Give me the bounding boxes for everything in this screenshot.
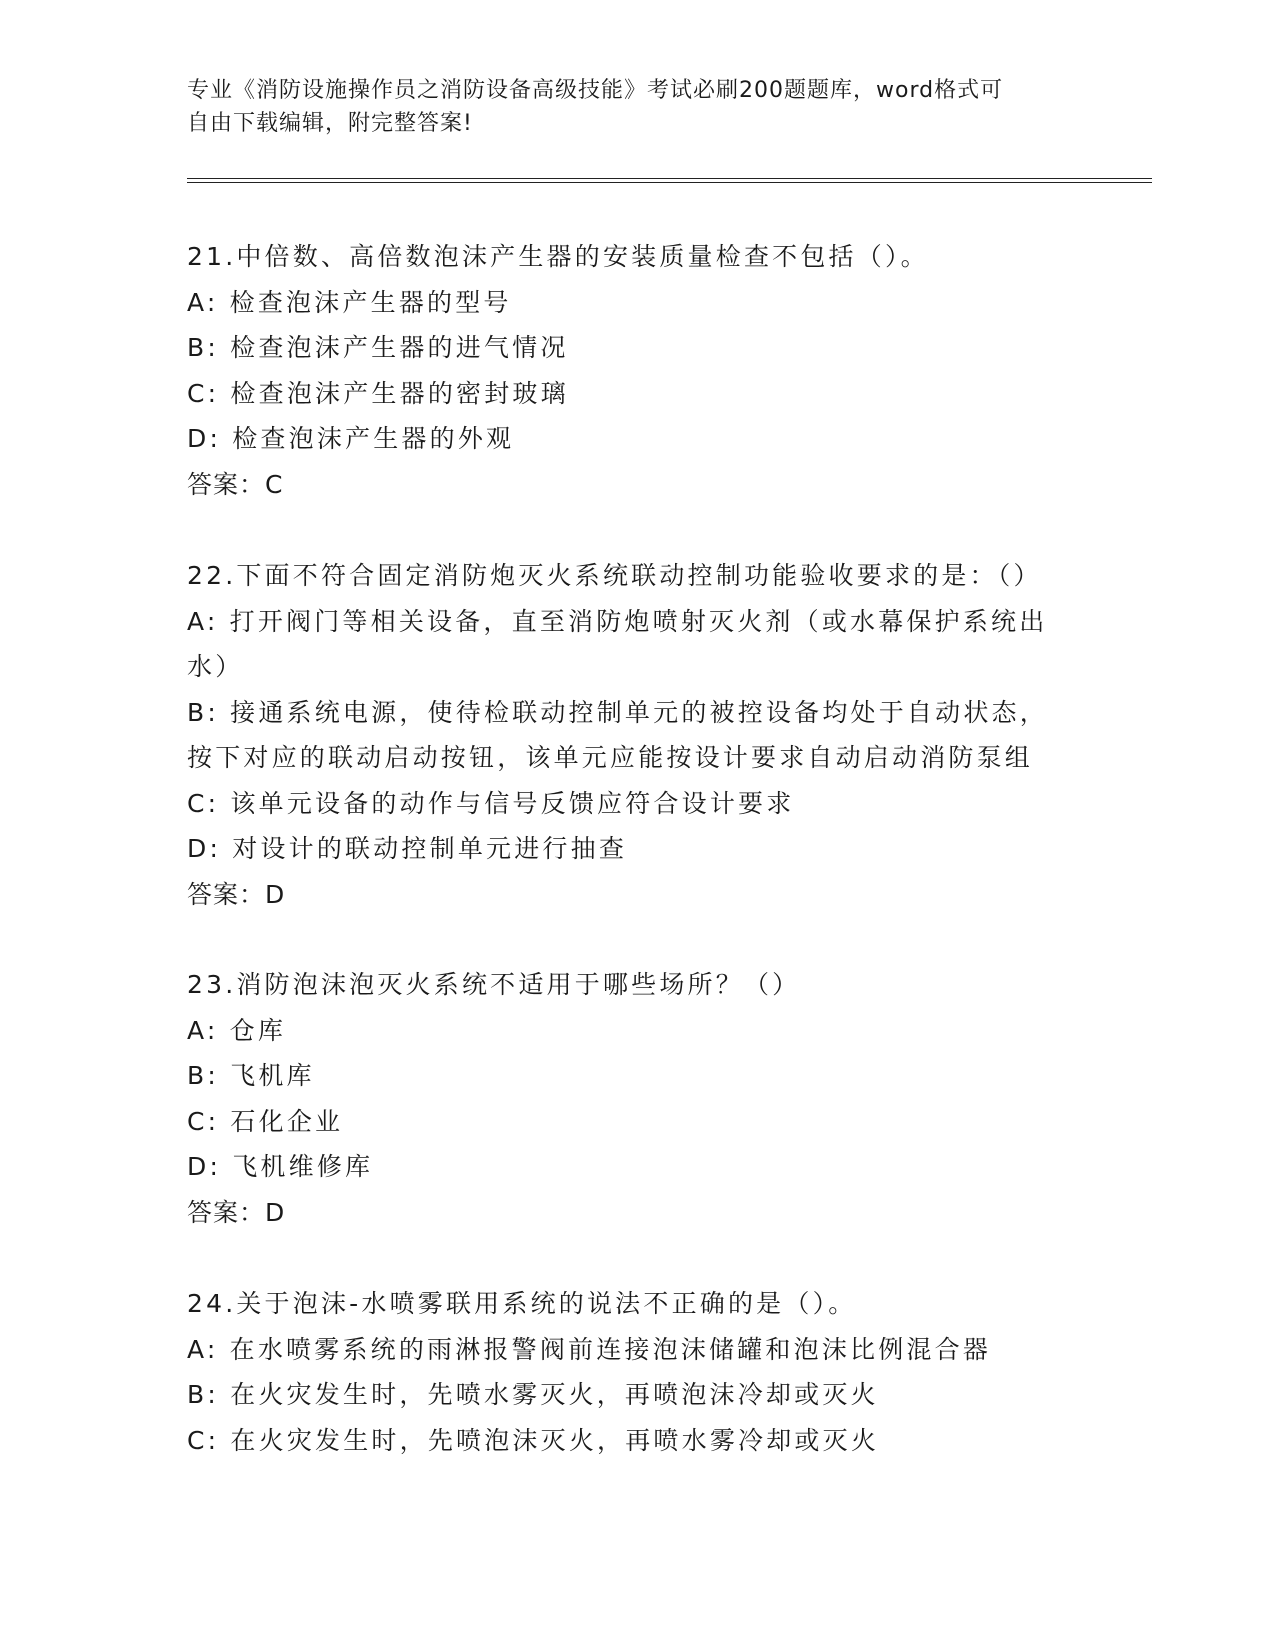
option-b: B: 接通系统电源，使待检联动控制单元的被控设备均处于自动状态，	[187, 697, 1048, 727]
answer-text: 答案：C	[187, 469, 284, 499]
option-d: D: 检查泡沫产生器的外观	[187, 424, 515, 453]
option-a: A: 在水喷雾系统的雨淋报警阀前连接泡沫储罐和泡沫比例混合器	[187, 1334, 992, 1364]
option-c: C: 检查泡沫产生器的密封玻璃	[187, 378, 569, 408]
option-a-continued: 水）	[187, 652, 244, 681]
option-d: D: 飞机维修库	[187, 1152, 374, 1181]
question-stem: 23.消防泡沫泡灭火系统不适用于哪些场所？（）	[187, 970, 801, 999]
question-22	[187, 553, 1087, 917]
option-d: D: 对设计的联动控制单元进行抽查	[187, 834, 628, 863]
option-b: B: 飞机库	[187, 1061, 315, 1090]
option-c: C: 在火灾发生时，先喷泡沫灭火，再喷水雾冷却或灭火	[187, 1425, 880, 1455]
document-header	[187, 74, 1067, 140]
option-b: B: 在火灾发生时，先喷水雾灭火，再喷泡沫冷却或灭火	[187, 1380, 879, 1409]
answer-text: 答案：D	[187, 1197, 286, 1227]
question-24	[187, 1281, 1087, 1463]
header-line-1: 专业《消防设施操作员之消防设备高级技能》考试必刷200题题库，word格式可	[187, 78, 1004, 103]
option-a: A: 仓库	[187, 1015, 287, 1045]
header-line-2: 自由下载编辑，附完整答案!	[187, 111, 473, 136]
header-divider-top	[187, 178, 1152, 179]
header-divider-bottom	[187, 182, 1152, 183]
option-a: A: 打开阀门等相关设备，直至消防炮喷射灭火剂（或水幕保护系统出	[187, 606, 1048, 636]
option-c: C: 该单元设备的动作与信号反馈应符合设计要求	[187, 788, 795, 818]
question-stem: 22.下面不符合固定消防炮灭火系统联动控制功能验收要求的是：（）	[187, 561, 1042, 590]
question-stem: 24.关于泡沫-水喷雾联用系统的说法不正确的是（）。	[187, 1289, 857, 1318]
question-21	[187, 234, 1087, 507]
option-c: C: 石化企业	[187, 1106, 344, 1136]
option-a: A: 检查泡沫产生器的型号	[187, 287, 512, 317]
question-stem: 21.中倍数、高倍数泡沫产生器的安装质量检查不包括（）。	[187, 242, 929, 271]
question-23	[187, 962, 1087, 1235]
answer-text: 答案：D	[187, 879, 286, 909]
option-b: B: 检查泡沫产生器的进气情况	[187, 333, 569, 362]
option-b-continued: 按下对应的联动启动按钮，该单元应能按设计要求自动启动消防泵组	[187, 743, 1034, 772]
